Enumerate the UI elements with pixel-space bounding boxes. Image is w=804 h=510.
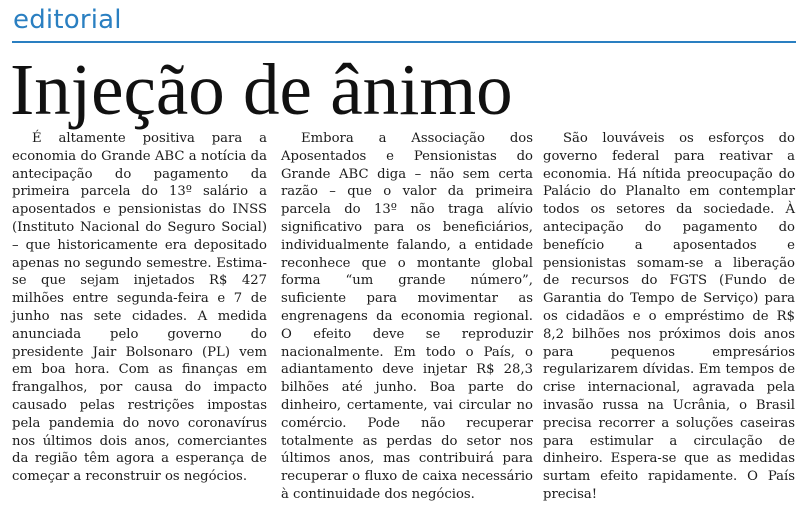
column-1-text: É altamente positiva para a economia do Grande ABC a notícia da antecipação do pagamento da primeira parcela do 13º salário a aposentados e pensionistas do INSS (Instituto Nacional do Seguro Social) – que historicamente era depositado apenas no segundo semestre. Estima-se que sejam injetados R$ 427 milhões entre segunda-feira e 7 de junho nas sete cidades. A medida anunciada pelo governo do presidente Jair Bolsonaro (PL) vem em boa hora. Com as finanças em frangalhos, por causa do impacto causado pelas restrições impostas pela pandemia do novo coronavírus nos últimos dois anos, comerciantes da região têm agora a esperança de começar a reconstruir os negócios. <box>12 131 267 485</box>
section-divider <box>12 41 796 43</box>
headline: Injeção de ânimo <box>10 49 513 130</box>
article-column-3 <box>543 130 795 504</box>
column-2-text: Embora a Associação dos Aposentados e Pensionistas do Grande ABC diga – não sem certa razão – que o valor da primeira parcela do 13º não traga alívio significativo para os beneficiários, individualmente falando, a entidade reconhece que o montante global forma “um grande número”, suficiente para movimentar as engrenagens da economia regional. O efeito deve se reproduzir nacionalmente. Em todo o País, o adiantamento deve injetar R$ 28,3 bilhões até junho. Boa parte do dinheiro, certamente, vai circular no comércio. Pode não recuperar totalmente as perdas do setor nos últimos anos, mas contribuirá para recuperar o fluxo de caixa necessário à continuidade dos negócios. <box>281 131 533 502</box>
article-column-1 <box>12 130 267 486</box>
article-column-2 <box>281 130 533 504</box>
column-3-text: São louváveis os esforços do governo federal para reativar a economia. Há nítida preocupação do Palácio do Planalto em contemplar todos os setores da sociedade. À antecipação do pagamento do benefício a aposentados e pensionistas somam-se a liberação de recursos do FGTS (Fundo de Garantia do Tempo de Serviço) para os cidadãos e o empréstimo de R$ 8,2 bilhões nos próximos dois anos para pequenos empresários regularizarem dívidas. Em tempos de crise internacional, agravada pela invasão russa na Ucrânia, o Brasil precisa recorrer a soluções caseiras para estimular a circulação de dinheiro. Espera-se que as medidas surtam efeito rapidamente. O País precisa! <box>543 131 795 502</box>
section-label: editorial <box>13 5 122 35</box>
